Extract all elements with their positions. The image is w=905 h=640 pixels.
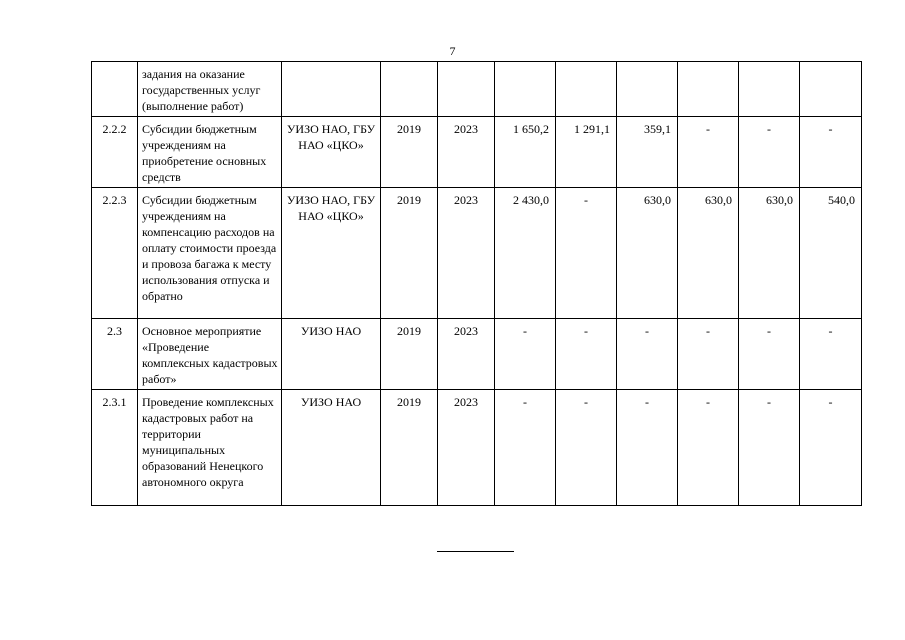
footnote-separator <box>437 551 514 552</box>
year-value-cell: - <box>678 390 739 506</box>
start-year-cell: 2019 <box>381 117 438 188</box>
row-number-cell: 2.3 <box>92 319 138 390</box>
page-number: 7 <box>449 44 456 58</box>
program-table <box>91 61 862 506</box>
year-value-cell: - <box>800 390 862 506</box>
activity-name-cell: задания на оказание государственных услуг (выполнение работ) <box>138 62 282 117</box>
year-value-cell: - <box>800 319 862 390</box>
row-number-cell: 2.2.2 <box>92 117 138 188</box>
activity-name-cell: Субсидии бюджетным учреждениям на приобретение основных средств <box>138 117 282 188</box>
year-value-cell: 630,0 <box>617 188 678 319</box>
year-value-cell: - <box>617 319 678 390</box>
year-value-cell: - <box>739 390 800 506</box>
start-year-cell <box>381 62 438 117</box>
year-value-cell: - <box>739 319 800 390</box>
total-cell: - <box>495 319 556 390</box>
year-value-cell: - <box>678 319 739 390</box>
year-value-cell <box>556 62 617 117</box>
total-cell: - <box>495 390 556 506</box>
end-year-cell: 2023 <box>438 117 495 188</box>
year-value-cell: - <box>556 188 617 319</box>
year-value-cell: - <box>678 117 739 188</box>
year-value-cell: 359,1 <box>617 117 678 188</box>
year-value-cell: - <box>739 117 800 188</box>
year-value-cell: 630,0 <box>678 188 739 319</box>
row-number-cell: 2.3.1 <box>92 390 138 506</box>
table-row <box>92 62 862 117</box>
table-row <box>92 117 862 188</box>
activity-name-cell: Субсидии бюджетным учреждениям на компенсацию расходов на оплату стоимости проезда и провоза багажа к месту использования отпуска и обратно <box>138 188 282 319</box>
executor-cell: УИЗО НАО, ГБУ НАО «ЦКО» <box>282 117 381 188</box>
total-cell: 2 430,0 <box>495 188 556 319</box>
year-value-cell: 1 291,1 <box>556 117 617 188</box>
end-year-cell <box>438 62 495 117</box>
year-value-cell: 630,0 <box>739 188 800 319</box>
activity-name-cell: Основное мероприятие «Проведение комплексных кадастровых работ» <box>138 319 282 390</box>
executor-cell: УИЗО НАО <box>282 319 381 390</box>
row-number-cell: 2.2.3 <box>92 188 138 319</box>
year-value-cell: 540,0 <box>800 188 862 319</box>
table-row <box>92 319 862 390</box>
total-cell <box>495 62 556 117</box>
table-row <box>92 390 862 506</box>
year-value-cell <box>739 62 800 117</box>
start-year-cell: 2019 <box>381 390 438 506</box>
end-year-cell: 2023 <box>438 188 495 319</box>
start-year-cell: 2019 <box>381 319 438 390</box>
year-value-cell <box>800 62 862 117</box>
year-value-cell: - <box>617 390 678 506</box>
end-year-cell: 2023 <box>438 319 495 390</box>
total-cell: 1 650,2 <box>495 117 556 188</box>
start-year-cell: 2019 <box>381 188 438 319</box>
executor-cell: УИЗО НАО, ГБУ НАО «ЦКО» <box>282 188 381 319</box>
year-value-cell: - <box>556 319 617 390</box>
executor-cell <box>282 62 381 117</box>
table-row <box>92 188 862 319</box>
year-value-cell: - <box>800 117 862 188</box>
year-value-cell: - <box>556 390 617 506</box>
year-value-cell <box>617 62 678 117</box>
end-year-cell: 2023 <box>438 390 495 506</box>
year-value-cell <box>678 62 739 117</box>
executor-cell: УИЗО НАО <box>282 390 381 506</box>
row-number-cell <box>92 62 138 117</box>
activity-name-cell: Проведение комплексных кадастровых работ на территории муниципальных образований Ненецкого автономного округа <box>138 390 282 506</box>
